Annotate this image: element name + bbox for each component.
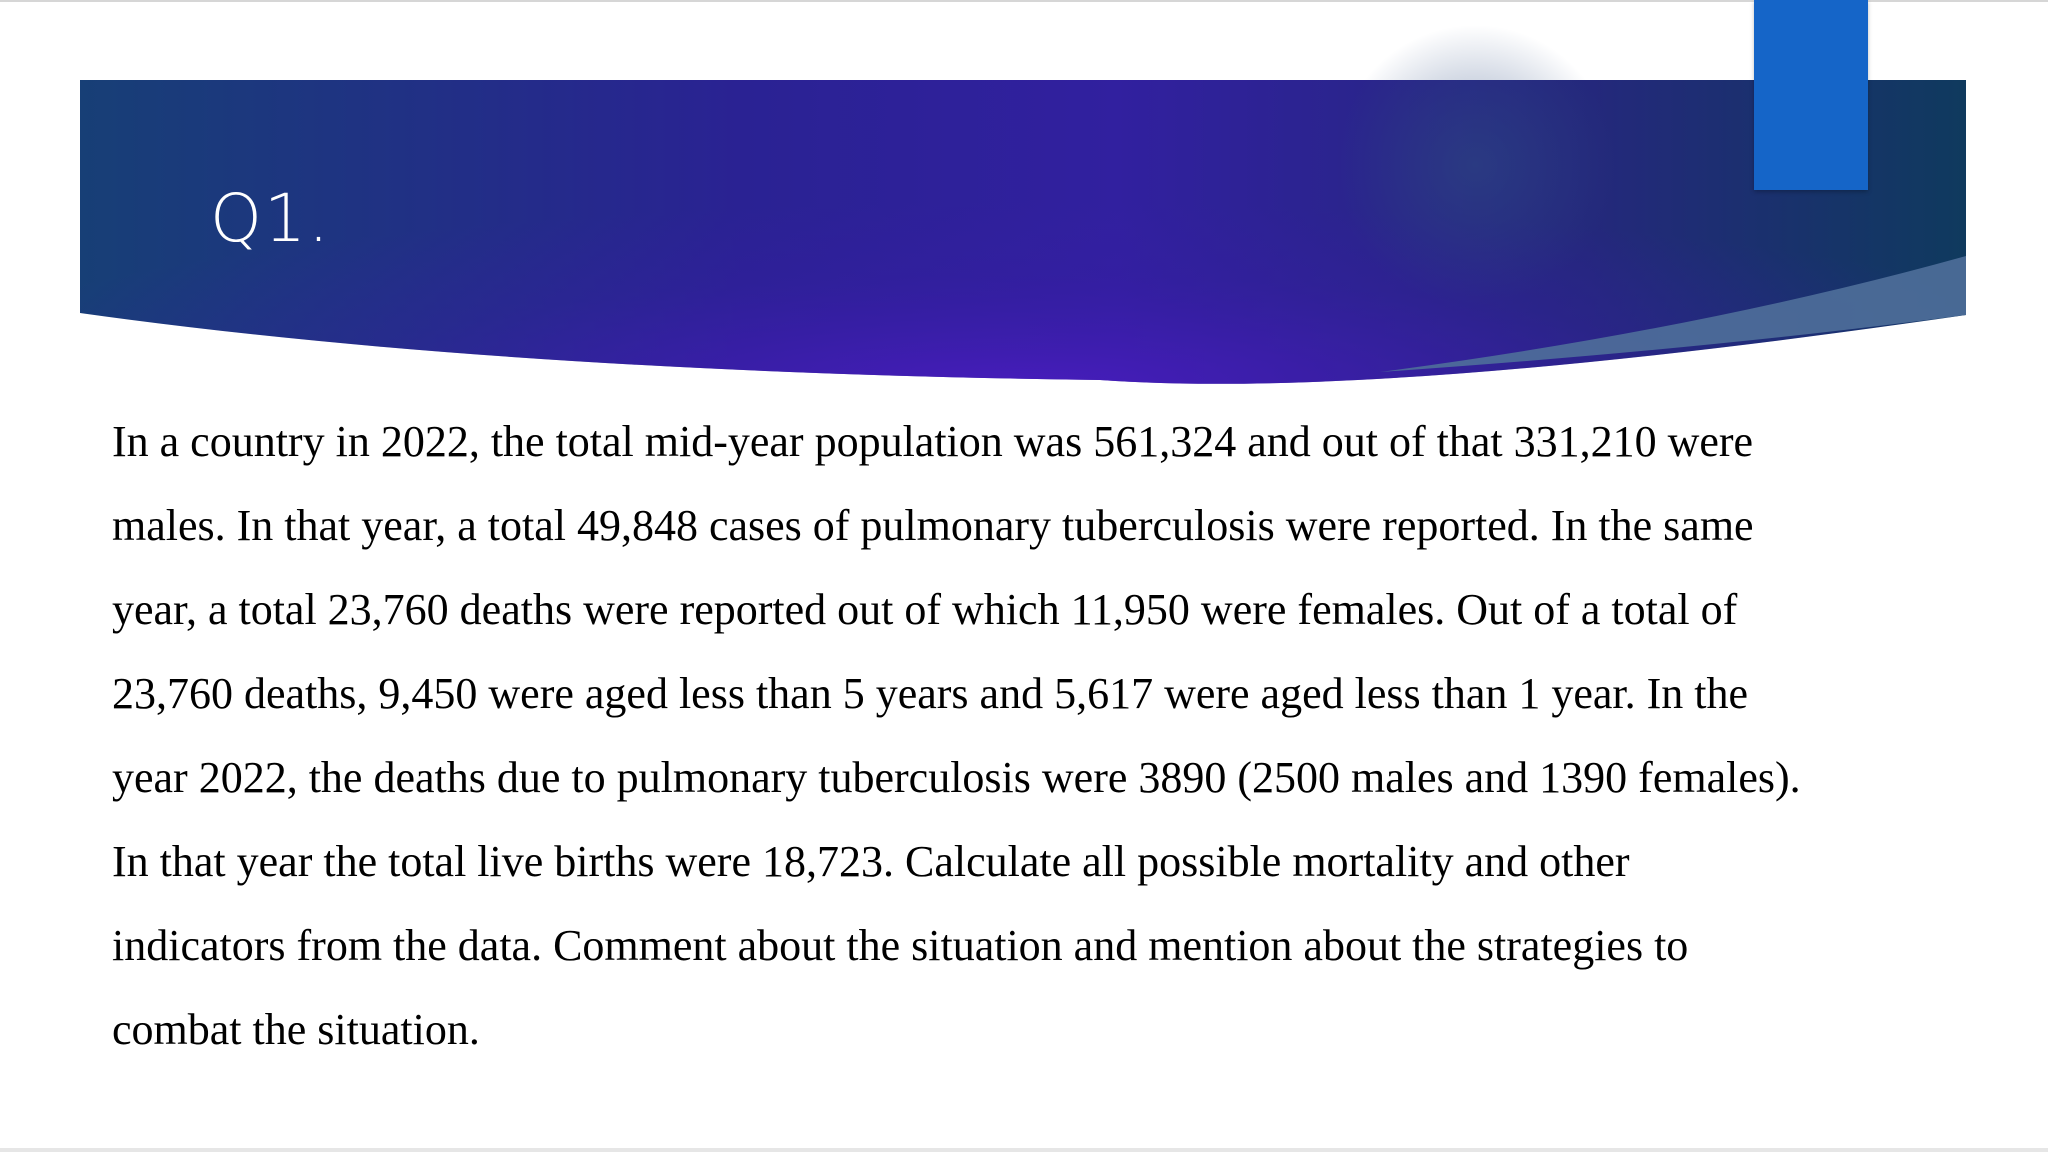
question-line: In that year the total live births were 18,723. Calculate all possible mortality and other: [112, 837, 1630, 886]
question-line: combat the situation.: [112, 1005, 480, 1054]
accent-bar: [1754, 0, 1868, 190]
question-line: year, a total 23,760 deaths were reported out of which 11,950 were females. Out of a total of: [112, 585, 1738, 634]
question-line: males. In that year, a total 49,848 cases of pulmonary tuberculosis were reported. In the same: [112, 501, 1754, 550]
question-text: [112, 400, 1942, 1072]
bottom-border: [0, 1148, 2048, 1152]
question-line: 23,760 deaths, 9,450 were aged less than 5 years and 5,617 were aged less than 1 year. In the: [112, 669, 1749, 718]
slide-title: Q1.: [210, 180, 331, 257]
question-line: In a country in 2022, the total mid-year population was 561,324 and out of that 331,210 were: [112, 417, 1754, 466]
question-line: indicators from the data. Comment about the situation and mention about the strategies to: [112, 921, 1689, 970]
question-line: year 2022, the deaths due to pulmonary tuberculosis were 3890 (2500 males and 1390 females).: [112, 753, 1801, 802]
